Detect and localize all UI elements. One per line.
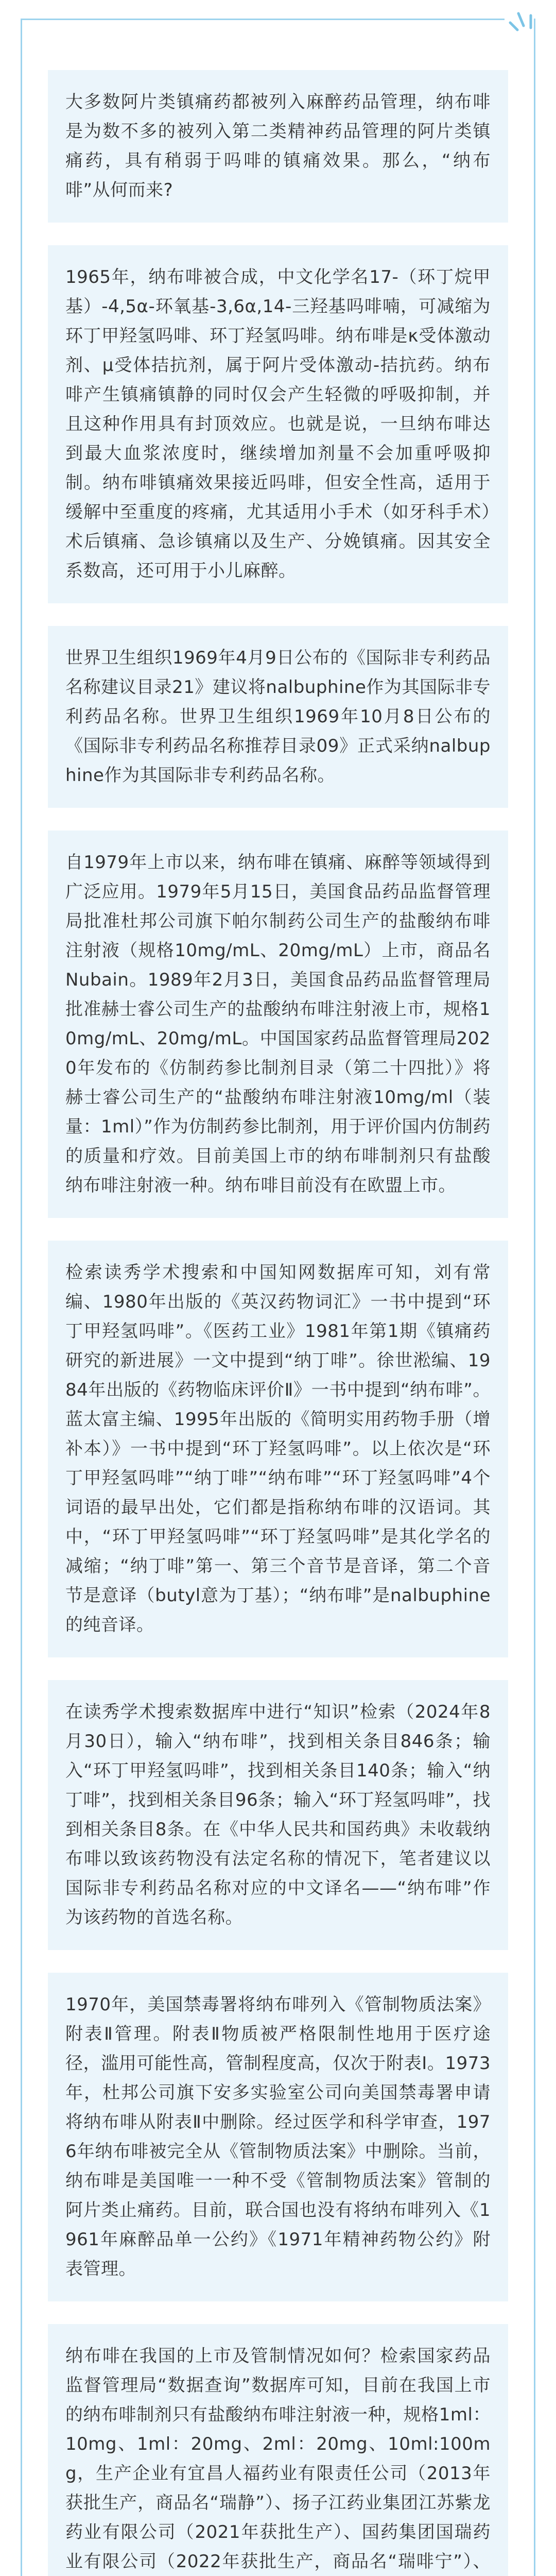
frame-top-border bbox=[21, 19, 505, 20]
paragraph-block bbox=[48, 70, 508, 223]
paragraph: 纳布啡在我国的上市及管制情况如何？检索国家药品监督管理局“数据查询”数据库可知，目前在我国上市的纳布啡制剂只有盐酸纳布啡注射液一种，规格1ml：10mg、1ml：20mg、2ml：20mg、10ml:100mg，生产企业有宜昌人福药业有限责任公司（2013年获批生产，商品名“瑞静”）、扬子江药业集团江苏紫龙药业有限公司（2021年获批生产）、国药集团国瑞药业有限公司（2022年获批生产，商品名“瑞啡宁”）、 bbox=[65, 2346, 491, 2572]
paragraph: 1970年，美国禁毒署将纳布啡列入《管制物质法案》附表Ⅱ管理。附表Ⅱ物质被严格限制性地用于医疗途径，滥用可能性高，管制程度高，仅次于附表Ⅰ。1973年，杜邦公司旗下安多实验室公司向美国禁毒署申请将纳布啡从附表Ⅱ中删除。经过医学和科学审查，1976年纳布啡被完全从《管制物质法案》中删除。当前，纳布啡是美国唯一一种不受《管制物质法案》管制的阿片类止痛药。目前，联合国也没有将纳布啡列入《1961年麻醉品单一公约》《1971年精神药物公约》附表管理。 bbox=[65, 1994, 491, 2279]
paragraph: 1965年，纳布啡被合成，中文化学名17-（环丁烷甲基）-4,5α-环氧基-3,6α,14-三羟基吗啡喃，可减缩为环丁甲羟氢吗啡、环丁羟氢吗啡。纳布啡是κ受体激动剂、μ受体拮抗剂，属于阿片受体激动-拮抗药。纳布啡产生镇痛镇静的同时仅会产生轻微的呼吸抑制，并且这种作用具有封顶效应。也就是说，一旦纳布啡达到最大血浆浓度时，继续增加剂量不会加重呼吸抑制。纳布啡镇痛效果接近吗啡，但安全性高，适用于缓解中至重度的疼痛，尤其适用小手术（如牙科手术）术后镇痛、急诊镇痛以及生产、分娩镇痛。因其安全系数高，还可用于小儿麻醉。 bbox=[65, 267, 491, 581]
paragraph: 在读秀学术搜索数据库中进行“知识”检索（2024年8月30日），输入“纳布啡”，找到相关条目846条；输入“环丁甲羟氢吗啡”，找到相关条目140条；输入“纳丁啡”，找到相关条目96条；输入“环丁羟氢吗啡”，找到相关条目8条。在《中华人民共和国药典》未收载纳布啡以致该药物没有法定名称的情况下，笔者建议以国际非专利药品名称对应的中文译名——“纳布啡”作为该药物的首选名称。 bbox=[65, 1702, 491, 1928]
paragraph-block bbox=[48, 626, 508, 808]
paragraph-block bbox=[48, 245, 508, 603]
paragraph: 世界卫生组织1969年4月9日公布的《国际非专利药品名称建议目录21》建议将nalbuphine作为其国际非专利药品名称。世界卫生组织1969年10月8日公布的《国际非专利药品名称推荐目录09》正式采纳nalbuphine作为其国际非专利药品名称。 bbox=[65, 648, 491, 786]
paragraph-block bbox=[48, 831, 508, 1218]
paragraph-block bbox=[48, 1241, 508, 1657]
paragraph: 检索读秀学术搜索和中国知网数据库可知，刘有常编、1980年出版的《英汉药物词汇》一书中提到“环丁甲羟氢吗啡”。《医药工业》1981年第1期《镇痛药研究的新进展》一文中提到“纳丁啡”。徐世淞编、1984年出版的《药物临床评价Ⅱ》一书中提到“纳布啡”。蓝太富主编、1995年出版的《简明实用药物手册（增补本）》一书中提到“环丁羟氢吗啡”。以上依次是“环丁甲羟氢吗啡”“纳丁啡”“纳布啡”“环丁羟氢吗啡”4个词语的最早出处，它们都是指称纳布啡的汉语词。其中，“环丁甲羟氢吗啡”“环丁羟氢吗啡”是其化学名的减缩；“纳丁啡”第一、第三个音节是音译，第二个音节是意译（butyl意为丁基）；“纳布啡”是nalbuphine的纯音译。 bbox=[65, 1262, 491, 1635]
paragraph: 大多数阿片类镇痛药都被列入麻醉药品管理，纳布啡是为数不多的被列入第二类精神药品管理的阿片类镇痛药，具有稍弱于吗啡的镇痛效果。那么，“纳布啡”从何而来? bbox=[65, 92, 491, 200]
sparkle-lines-icon bbox=[495, 4, 541, 40]
paragraph: 自1979年上市以来，纳布啡在镇痛、麻醉等领域得到广泛应用。1979年5月15日，美国食品药品监督管理局批准杜邦公司旗下帕尔制药公司生产的盐酸纳布啡注射液（规格10mg/mL、20mg/mL）上市，商品名Nubain。1989年2月3日，美国食品药品监督管理局批准赫士睿公司生产的盐酸纳布啡注射液上市，规格10mg/mL、20mg/mL。中国国家药品监督管理局2020年发布的《仿制药参比制剂目录（第二十四批）》将赫士睿公司生产的“盐酸纳布啡注射液10mg/ml（装量：1ml）”作为仿制药参比制剂，用于评价国内仿制药的质量和疗效。目前美国上市的纳布啡制剂只有盐酸纳布啡注射液一种。纳布啡目前没有在欧盟上市。 bbox=[65, 852, 491, 1196]
paragraph-block bbox=[48, 1680, 508, 1950]
paragraph-block bbox=[48, 2324, 508, 2576]
article-frame bbox=[21, 19, 535, 2576]
paragraph-block bbox=[48, 1973, 508, 2301]
